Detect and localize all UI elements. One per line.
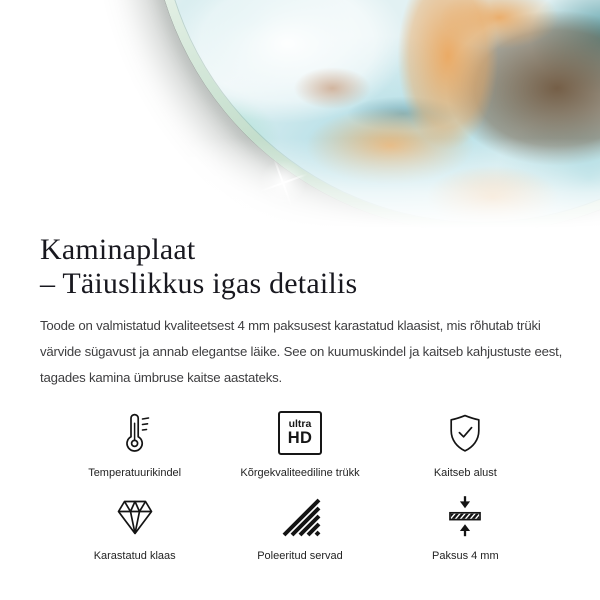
feature-protects-base <box>383 409 548 480</box>
feature-label: Paksus 4 mm <box>432 550 499 562</box>
feature-label: Kaitseb alust <box>433 467 497 479</box>
feature-thickness <box>383 492 548 563</box>
product-description: Toode on valmistatud kvaliteetsest 4 mm paksusest karastatud klaasist, mis rõhutab trüki värvide sügavust ja annab elegantse läike. See on kuumuskindel ja kaitseb kahjustuste eest, tagades kamina ümbruse kaitse aastateks. <box>40 318 563 385</box>
feature-label: Temperatuurikindel <box>88 467 182 479</box>
feature-temperature <box>52 409 217 480</box>
feature-tempered-glass <box>52 492 217 563</box>
feature-label: Kõrgekvaliteediline trükk <box>240 467 360 479</box>
title-line-1: Kaminaplaat <box>40 233 196 266</box>
uhd-badge-top-text: ultra <box>288 418 312 430</box>
ultra-hd-badge-icon <box>278 409 322 457</box>
title-line-2: – Täiuslikkus igas detailis <box>40 267 358 300</box>
diamond-icon <box>111 492 159 540</box>
thermometer-icon <box>112 409 158 457</box>
product-info-section <box>0 233 600 563</box>
feature-polished-edges <box>217 492 382 563</box>
polished-edges-icon <box>278 492 322 540</box>
uhd-badge-bottom-text: HD <box>287 429 313 447</box>
feature-print-quality <box>217 409 382 480</box>
feature-label: Poleeritud servad <box>257 550 343 562</box>
thickness-press-icon <box>442 492 488 540</box>
shield-check-icon <box>442 409 488 457</box>
feature-grid <box>52 409 548 563</box>
feature-label: Karastatud klaas <box>93 550 176 562</box>
product-image <box>0 0 600 232</box>
page-title <box>40 233 560 301</box>
